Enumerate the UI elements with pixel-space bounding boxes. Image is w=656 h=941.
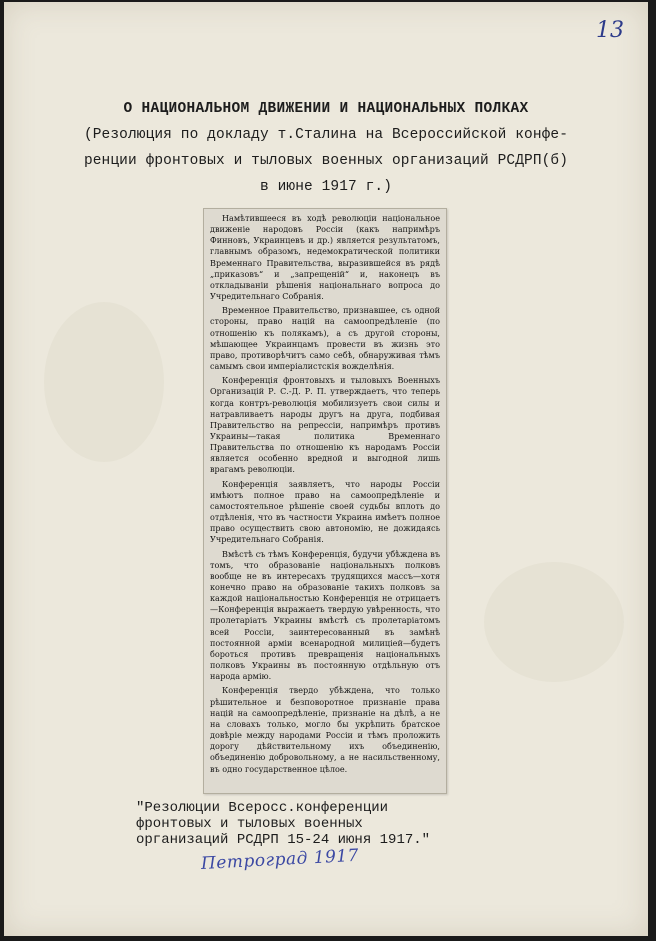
handwritten-annotation: Петроград 1917 — [200, 845, 360, 874]
caption-line: "Резолюции Всеросс.конференции — [136, 800, 389, 816]
newspaper-clipping — [203, 208, 447, 794]
paper-stain — [44, 302, 164, 462]
caption-line: фронтовых и тыловых военных — [136, 816, 363, 832]
clipping-paragraph: Вмѣстѣ съ тѣмъ Конференція, будучи убѣждена въ томъ, что образованіе національныхъ полковъ вообще не въ интересахъ трудящихся массъ—хотя конечно право на образованіе такихъ полковъ за каждой національностью Конференція не отрицаетъ—Конференція выражаетъ твердую увѣренность, что пролетаріатъ Украины вмѣстѣ съ пролетаріатомъ всей Россіи, заинтересованный въ замѣнѣ постоянной арміи всенародной милиціей—будетъ бороться противъ превращенія національныхъ полковъ Украины въ постоянную отдѣльную отъ народа армію. — [210, 548, 440, 682]
clipping-paragraph: Конференція твердо убѣждена, что только рѣшительное и безповоротное признаніе права націй на самоопредѣленіе, признаніе на дѣлѣ, а не на словахъ только, могло бы укрѣпить братское довѣріе между народами Россіи и тѣмъ проложить дорогу дѣйствительному ихъ объединенію, объединенію добровольному, а не насильственному, въ одно государственное цѣлое. — [210, 685, 440, 774]
clipping-paragraph: Намѣтившееся въ ходѣ революціи національное движеніе народовъ Россіи (какъ напримѣръ Финновъ, Украинцевъ и др.) является результатомъ, главнымъ образомъ, недемократической политики Временнаго Правительства, выразившейся въ рядѣ „приказовъ“ и „запрещеній“ и, наконецъ въ откладываніи рѣшенія національнаго вопроса до Учредительнаго Собранія. — [210, 213, 440, 302]
heading-subtitle-line: (Резолюция по докладу т.Сталина на Всероссийской конфе- — [83, 127, 569, 143]
caption-line: организаций РСДРП 15-24 июня 1917." — [136, 832, 431, 848]
paper-stain — [484, 562, 624, 682]
clipping-paragraph: Временное Правительство, признавшее, съ одной стороны, право націй на самоопредѣленіе (по отношенію къ полякамъ), а съ другой стороны, мѣшающее Украинцамъ провести въ жизнь это право, противорѣчитъ само себѣ, обнаруживая тѣмъ самымъ свои имперіалистскія вожделѣнія. — [210, 305, 440, 372]
clipping-paragraph: Конференція заявляетъ, что народы Россіи имѣютъ полное право на самоопредѣленіе и самостоятельное рѣшеніе своей судьбы вплоть до отдѣленія, что въ частности Украина имѣетъ полное право осуществить свою автономію, не дожидаясь Учредительнаго Собранія. — [210, 478, 440, 545]
heading-subtitle-line: ренции фронтовых и тыловых военных организаций РСДРП(б) — [83, 153, 569, 169]
page-number: 13 — [596, 18, 624, 43]
heading-subtitle-line: в июне 1917 г.) — [259, 179, 393, 195]
resolution-heading — [4, 96, 648, 200]
document-page — [4, 2, 648, 936]
heading-title: О НАЦИОНАЛЬНОМ ДВИЖЕНИИ И НАЦИОНАЛЬНЫХ ПОЛКАХ — [123, 101, 529, 117]
source-caption — [136, 800, 430, 848]
clipping-paragraph: Конференція фронтовыхъ и тыловыхъ Военныхъ Организацій Р. С.-Д. Р. П. утверждаетъ, что теперь когда контръ-революція мобилизуетъ свои силы и натравливаетъ народы другъ на друга, подбивая Правительство на репрессіи, напримѣръ противъ Украины—такая политика Временнаго Правительства по отношенію къ народамъ Россіи является особенно вредной и выгодной лишь врагамъ революціи. — [210, 375, 440, 475]
